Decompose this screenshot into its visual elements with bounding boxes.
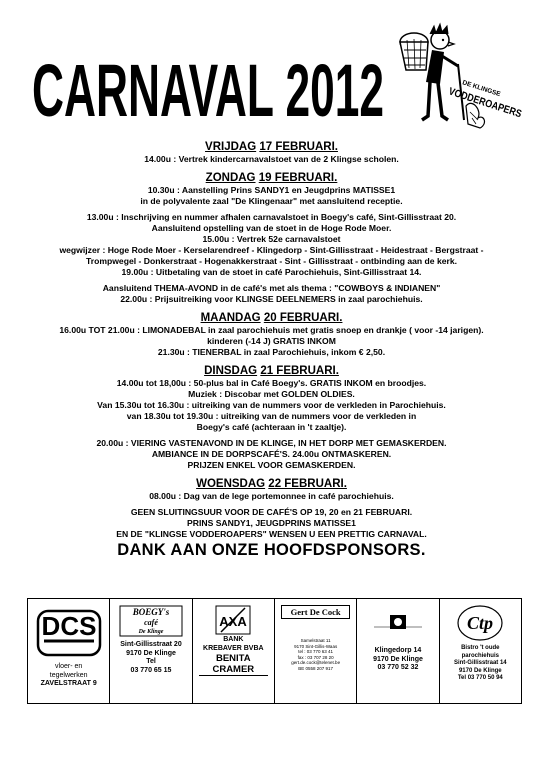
sponsor-dcs-line2: tegelwerken bbox=[49, 671, 88, 679]
program-line: PRINS SANDY1, JEUGDPRINS MATISSE1 bbox=[187, 518, 356, 528]
program-line: Aansluitend THEMA-AVOND in de café's met als thema : "COWBOYS & INDIANEN" bbox=[102, 283, 441, 293]
ctp-logo-icon bbox=[455, 603, 505, 643]
program-line: 15.00u : Vertrek 52e carnavalstoet bbox=[202, 234, 341, 244]
sponsor-axa-line2: KREBAVER BVBA bbox=[203, 644, 264, 652]
day-weekday: WOENSDAG bbox=[196, 478, 266, 490]
sponsor-ctp-line1: Bistro 't oude bbox=[461, 645, 500, 651]
boegys-logo-icon bbox=[118, 604, 184, 638]
day-date: 19 FEBRUARI. bbox=[258, 172, 338, 184]
program-line: 14.00u tot 18,00u : 50-plus bal in Café Boegy's. GRATIS INKOM en broodjes. bbox=[116, 378, 427, 388]
program-line: van 18.30u tot 19.30u : uitreiking van de nummers voor de verkleden in bbox=[126, 411, 417, 421]
sponsor-ctp-line3: Sint-Gillisstraat 14 bbox=[453, 660, 507, 666]
program-line: 10.30u : Aanstelling Prins SANDY1 en Jeugdprins MATISSE1 bbox=[147, 185, 396, 195]
sponsor-klingedorp-line1: Klingedorp 14 bbox=[374, 647, 422, 654]
klingedorp-logo-icon bbox=[370, 611, 426, 641]
svg-text:AXA: AXA bbox=[219, 614, 248, 629]
sponsor-bar bbox=[27, 598, 522, 704]
day-heading bbox=[0, 140, 543, 154]
program-line: 16.00u TOT 21.00u : LIMONADEBAL in zaal parochiehuis met gratis snoep en drankje ( voor -14 jarigen). bbox=[59, 325, 484, 335]
title-graphic bbox=[28, 36, 388, 134]
sponsor-ctp-line2: parochiehuis bbox=[461, 652, 499, 659]
program-line: GEEN SLUITINGSUUR VOOR DE CAFÉ'S OP 19, 20 en 21 FEBRUARI. bbox=[130, 507, 413, 517]
sponsor-gert-line6: BE 0558 207 917 bbox=[298, 665, 334, 671]
program-line: 20.00u : VIERING VASTENAVOND IN DE KLINGE, IN HET DORP MET GEMASKERDEN. bbox=[96, 438, 447, 448]
program-line: 13.00u : Inschrijving en nummer afhalen carnavalstoet in Boegy's café, Sint-Gillisstraat 20. bbox=[86, 212, 457, 222]
gert-de-cock-tagline bbox=[275, 622, 356, 638]
day-heading bbox=[0, 477, 543, 491]
program-line: Trompwegel - Donkerstraat - Hogenakkerstraat - Sint - Gillisstraat - ontbinding aan de kerk. bbox=[85, 256, 458, 266]
dcs-logo-icon bbox=[34, 607, 104, 659]
program-line: kinderen (-14 J) GRATIS INKOM bbox=[207, 336, 336, 346]
day-weekday: DINSDAG bbox=[204, 365, 258, 377]
sponsor-ctp-line4: 9170 De Klinge bbox=[458, 667, 502, 674]
svg-text:Ctp: Ctp bbox=[467, 613, 494, 633]
day-date: 22 FEBRUARI. bbox=[268, 478, 347, 490]
program-line: 19.00u : Uitbetaling van de stoet in café Parochiehuis, Sint-Gillisstraat 14. bbox=[121, 267, 422, 277]
sponsor-gert-line1: Samelstraat 11 bbox=[300, 638, 331, 643]
event-program bbox=[0, 134, 543, 560]
sponsors-heading: DANK AAN ONZE HOOFDSPONSORS. bbox=[117, 541, 426, 559]
sponsor-ctp-line5: Tel 03 770 50 94 bbox=[457, 675, 503, 681]
program-line: 22.00u : Prijsuitreiking voor KLINGSE DEELNEMERS in zaal parochiehuis. bbox=[120, 294, 423, 304]
sponsor-gert-line2: 9170 Sint-Gillis-Waas bbox=[294, 643, 338, 649]
mascot-label-2: VODDEROAPERS bbox=[447, 85, 522, 125]
sponsor-axa-line3: BENITA CRAMER bbox=[199, 653, 268, 676]
sponsor-boegys-line1: Sint-Gillisstraat 20 bbox=[120, 641, 182, 648]
svg-text:café: café bbox=[144, 618, 158, 627]
day-date: 17 FEBRUARI. bbox=[259, 141, 338, 153]
sponsor-gert-line3: tel : 03 770 63 41 bbox=[298, 649, 334, 654]
day-heading bbox=[0, 311, 543, 325]
day-weekday: VRIJDAG bbox=[205, 141, 257, 153]
title-text: CARNAVAL 2012 bbox=[32, 49, 384, 132]
day-heading bbox=[0, 364, 543, 378]
svg-text:BOEGY's: BOEGY's bbox=[132, 607, 170, 617]
sponsor-boegys bbox=[110, 599, 192, 703]
day-heading bbox=[0, 171, 543, 185]
svg-text:DCS: DCS bbox=[41, 611, 97, 641]
program-line: 08.00u : Dag van de lege portemonnee in café parochiehuis. bbox=[149, 491, 394, 501]
day-date: 21 FEBRUARI. bbox=[260, 365, 339, 377]
program-line: 14.00u : Vertrek kindercarnavalstoet van de 2 Klingse scholen. bbox=[144, 154, 399, 164]
program-line: AMBIANCE IN DE DORPSCAFÉ'S. 24.00u ONTMASKEREN. bbox=[151, 449, 392, 459]
sponsor-klingedorp-line3: 03 770 52 32 bbox=[377, 664, 419, 671]
program-line: 21.30u : TIENERBAL in zaal Parochiehuis, inkom € 2,50. bbox=[157, 347, 386, 357]
poster-title bbox=[28, 36, 388, 134]
gert-de-cock-logo: Gert De Cock bbox=[281, 605, 350, 619]
sponsor-axa bbox=[193, 599, 275, 703]
day-weekday: MAANDAG bbox=[200, 312, 261, 324]
day-weekday: ZONDAG bbox=[205, 172, 256, 184]
mascot-label-1: DE KLINGSE bbox=[461, 79, 502, 99]
program-line: wegwijzer : Hoge Rode Moer - Kerselarendreef - Klingedorp - Sint-Gillisstraat - Heidestraat - Bergstraat - bbox=[59, 245, 484, 255]
sponsor-gert-line4: fax : 03 707 28 20 bbox=[297, 654, 334, 660]
sponsor-gert-line5: gert.de.cock@telenet.be bbox=[291, 660, 341, 665]
sponsor-dcs bbox=[28, 599, 110, 703]
program-line: Van 15.30u tot 16.30u : uitreiking van de nummers voor de verkleden in Parochiehuis. bbox=[97, 400, 446, 410]
svg-text:De Klinge: De Klinge bbox=[138, 629, 164, 635]
sponsor-dcs-line3: ZAVELSTRAAT 9 bbox=[40, 680, 97, 687]
sponsor-axa-line1: BANK bbox=[223, 636, 244, 643]
program-line: in de polyvalente zaal "De Klingenaar" met aansluitend receptie. bbox=[140, 196, 403, 206]
sponsor-dcs-line1: vloer- en bbox=[55, 663, 83, 670]
sponsor-klingedorp bbox=[357, 599, 439, 703]
axa-logo-icon bbox=[215, 605, 251, 635]
program-line: Muziek : Discobar met GOLDEN OLDIES. bbox=[188, 389, 355, 399]
sponsor-boegys-line4: 03 770 65 15 bbox=[130, 666, 172, 674]
sponsor-ctp bbox=[440, 599, 521, 703]
mascot-illustration bbox=[392, 20, 522, 135]
sponsor-gert-de-cock bbox=[275, 599, 357, 703]
sponsor-boegys-line3: Tel bbox=[146, 658, 156, 665]
program-line: Aansluitend opstelling van de stoet in de Hoge Rode Moer. bbox=[151, 223, 392, 233]
program-line: EN DE "KLINGSE VODDEROAPERS" WENSEN U EEN PRETTIG CARNAVAL. bbox=[116, 529, 427, 539]
day-date: 20 FEBRUARI. bbox=[263, 312, 343, 324]
sponsor-klingedorp-line2: 9170 De Klinge bbox=[373, 655, 423, 663]
program-line: Boegy's café (achteraan in 't zaaltje). bbox=[196, 422, 347, 432]
program-line: PRIJZEN ENKEL VOOR GEMASKERDEN. bbox=[187, 460, 356, 470]
sponsor-boegys-line2: 9170 De Klinge bbox=[126, 649, 176, 657]
vodderoaper-icon bbox=[392, 20, 522, 135]
